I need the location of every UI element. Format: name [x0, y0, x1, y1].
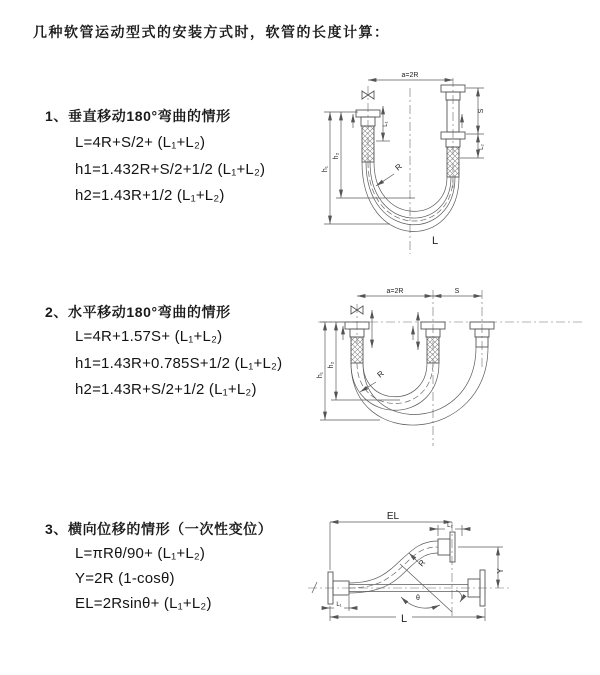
dim-label-length: L	[432, 235, 439, 247]
section-2-formula-h1: h1=1.43R+0.785S+1/2 (L₁+L₂)	[75, 355, 283, 372]
dim-label-length: L	[400, 613, 408, 625]
offset-dimension	[458, 547, 503, 588]
dim-label-radius: R	[393, 161, 404, 173]
section-3-formula-Y: Y=2R (1-cosθ)	[75, 570, 175, 587]
dim-label-span: a=2R	[386, 288, 404, 295]
section-3-formula-L: L=πRθ/90+ (L₁+L₂)	[75, 545, 206, 562]
radius-leader	[409, 553, 418, 562]
dim-label-fitting-left: L₁	[383, 121, 389, 127]
section-3-formula-EL: EL=2Rsinθ+ (L₁+L₂)	[75, 595, 212, 612]
section-1-formula-h2: h2=1.43R+1/2 (L₁+L₂)	[75, 187, 225, 204]
dim-label-h2: h₂	[328, 361, 335, 369]
radius-leader	[376, 174, 394, 186]
left-pipe-fitting	[356, 110, 380, 162]
diagram-lateral-displacement	[300, 502, 600, 662]
section-1-formula-L: L=4R+S/2+ (L₁+L₂)	[75, 134, 206, 151]
dim-label-h1: h₁	[317, 371, 324, 379]
dim-label-radius: R	[375, 368, 386, 380]
dim-label-radius: R	[416, 558, 428, 569]
dim-label-h1: h₁	[322, 165, 329, 173]
diagram-vertical-movement	[310, 66, 590, 258]
section-2-heading: 2、水平移动180°弯曲的情形	[45, 304, 231, 320]
hose-s-curve	[349, 541, 438, 593]
section-1-heading: 1、垂直移动180°弯曲的情形	[45, 108, 231, 124]
dim-label-stroke: S	[454, 288, 460, 295]
dim-label-angle: θ	[416, 595, 420, 602]
section-2-formula-L: L=4R+1.57S+ (L₁+L₂)	[75, 328, 223, 345]
section-2-formula-h2: h2=1.43R+S/2+1/2 (L₁+L₂)	[75, 381, 257, 398]
centerline-break-mark	[312, 582, 317, 593]
angle-arc	[401, 597, 440, 608]
radius-leader	[360, 382, 376, 392]
page-title: 几种软管运动型式的安装方式时，软管的长度计算：	[33, 24, 390, 40]
dim-label-fitting-left: L₁	[336, 602, 342, 608]
dim-label-span: a=2R	[401, 72, 419, 79]
section-1-formula-h1: h1=1.432R+S/2+1/2 (L₁+L₂)	[75, 161, 266, 178]
displaced-flange	[438, 532, 455, 562]
diagram-horizontal-movement	[310, 282, 590, 462]
hose-u-bend	[362, 162, 459, 232]
dim-label-h2: h₂	[333, 152, 340, 160]
dim-label-fitting-right: L₂	[479, 144, 485, 150]
dim-label-fitting-right: L₂	[447, 523, 453, 529]
section-3-heading: 3、横向位移的情形（一次性变位）	[45, 521, 273, 537]
dim-label-el: EL	[386, 511, 400, 522]
dim-label-offset-y: Y	[496, 568, 505, 574]
dim-label-stroke: S	[478, 108, 485, 114]
